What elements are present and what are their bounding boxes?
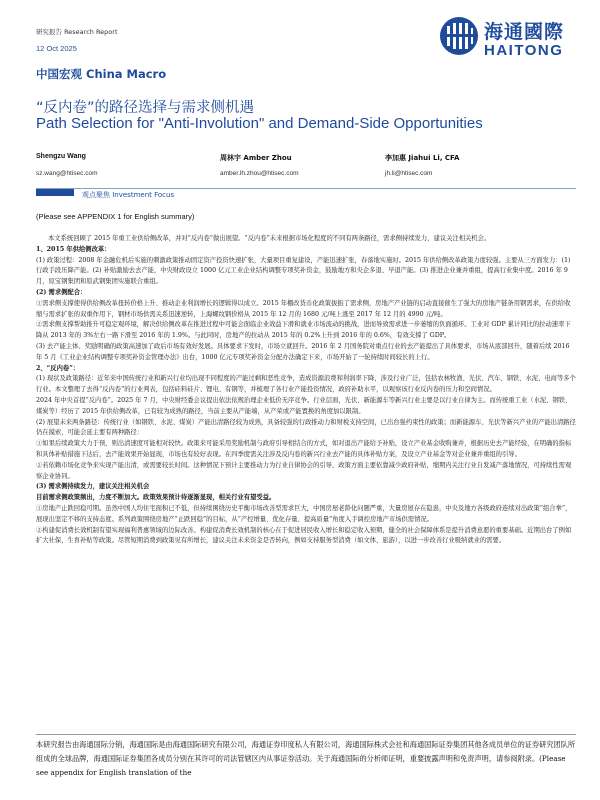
body-heading: 1、2015 年供给侧改革： [36, 245, 111, 253]
body-paragraph: ①如果后续政策大力于预，则出清速度可能相对较快。政策来可能采用奖励机制与政府引导相结合的方式，如对退出产能给予补贴，设立产业基金收购兼并，根据历史去产能经验，在明确的指标和具体补贴措施下达后，去产能效果开始显现，市场也有较好表现。在四季度需关注涉及反内卷的新兴行业去产能的具体补贴方案，及设立产业基金等对企业兼并重组的引导。 [36, 440, 572, 458]
disclaimer-divider [36, 734, 576, 735]
report-date: 12 Oct 2025 [36, 44, 77, 53]
appendix-note: (Please see APPENDIX 1 for English summary) [36, 212, 195, 221]
disclaimer-text: 本研究报告由海通国际分销，海通国际是由海通国际研究有限公司，海通证券印度私人有限公司，海通国际株式会社和海通国际证券集团其他各成员单位的证券研究团队所组成的全球品牌，海通国际证券集团各成员分别在其许可的司法管辖区内从事证券活动。关于海通国际的分析师证明，重要披露声明和免责声明，请参阅附录。(Please see appendix for English translation of the [36, 740, 576, 777]
body-paragraph: 2024 年中央首提“反内卷”。2025 年 7 月，中央财经委会议提出依法依规治理企业低价无序竞争。行业层面，光伏、新能源车等新兴行业主要是以行业自律为主。而传统重工业（水泥、钢铁、煤炭等）经历了 2015 年供给侧改革，已有较为成熟的路径，当前主要从产能端，从产荣或产能置换的角度加以限制。 [36, 396, 572, 415]
author-name: Shengzu Wang [36, 153, 86, 160]
focus-marker [36, 189, 74, 196]
body-paragraph: 本文系统回顾了 2015 年重工业供给侧改革，并对“反内卷”做出展望。“反内卷”未来根据市场化程度的不同有两条路径，需求侧持续发力，建议关注相关机会。 [48, 235, 491, 242]
author-email[interactable]: jh.li@htisec.com [385, 170, 433, 177]
investment-focus-label: 观点聚焦 Investment Focus [82, 191, 175, 199]
logo-text-zh: 海通國際 [484, 21, 565, 43]
body-paragraph: (2) 展望未来两条路径：传统行业（如钢铁、水泥、煤炭）产能出清路径较为成熟，具备较强的行政推动力和财税支持空间，已出台强约束性的政策；而新能源车、光伏等新兴产业的产能出清路径仍在摸索，可能会延主要有两种路径： [36, 418, 576, 437]
report-body [36, 234, 576, 722]
report-title-zh: “反内卷”的路径选择与需求侧机遇 [36, 100, 255, 116]
body-paragraph: 目前需求侧政策频出，力度不断加大。政策效果预计待逐渐显现，相关行业有望受益。 [36, 494, 276, 502]
body-heading: (2) 需求侧配合： [36, 288, 87, 296]
body-paragraph: ①需求侧支撑使得供给侧改革扭转价格上升、推动企业利润增长的逻辑得以成立。2015 年棚改货币化政策拔振了需求侧，房地产产业链的启动直接催生了强大的房地产链条用钢需求，在供给收缩与需求扩张的双重作用下，钢材市场供需关系迅速逆转，上海螺纹钢价格从 2015 年 12 月的 1680 元/吨上涨至 2017 年 12 月的 4990 元/吨。 [36, 299, 571, 318]
body-paragraph: ②需求侧支撑帮助推升可稳定观环境，解决供给侧改革在推进过程中可能会面临企业效益下滑和就业市场流动的挑战，进而导致需求进一步萎缩的负面循环。工业对 GDP 累计同比的拉动速率下降从 2013 年的 3%左右一路下滑至 2016 年的 1.9%。与此同时，房地产的拉动从 2015 年的 0.2%上升到 2016 年的 0.6%，有效支撑了 GDP。 [36, 321, 571, 340]
report-type: 研究报告 Research Report [36, 28, 118, 36]
body-heading: (3) 需求侧持续发力，建议关注相关机会 [36, 483, 150, 491]
report-title-en: Path Selection for "Anti-Involution" and Demand-Side Opportunities [36, 115, 483, 132]
haitong-logo-icon [438, 14, 480, 58]
body-paragraph: ②构建促消费长效机制有望实现福利普惠领域的边际改善。构建促消费长效机制的核心在于促进居民收入增长和稳定收入预期，健全的社会保障体系是提升消费意愿的重要基础。近期出台了例如扩大社保，生育补贴等政策。尽管短期消费到政策见有所增长，建议关注未来资金是否转向，例如支持服务型消费（如文体、旅游），以进一步改善行业吸纳就业的需要。 [36, 526, 572, 545]
logo-text-en: HAITONG [484, 42, 564, 59]
body-paragraph: ①房地产止跌回稳可期。虽然中国人均住宅面积已不低，但持续围绕历史平衡市场改善型需求巨大，中国房屋老龄化问题严重，大量房屋存在隐患，中央及地方各级政府连续对出政策“组合拳”，展现出坚定不移的支持态度。系列政策围绕房地产“止跌回稳”的目标，从“产控增量、优化存量、提高质量”角度入手调控房地产市场供需情况。 [36, 504, 572, 523]
body-heading: 2、“反内卷”： [36, 364, 80, 372]
author-email[interactable]: amber.lh.zhou@htisec.com [220, 170, 299, 177]
body-paragraph: (1) 政策过程：2008 年金融危机后实施的刺激政策推动固定资产投资快速扩张，大量项目重复建设，产能迅速扩张，春落地实施时。2015 年供给侧改革政策力度较强。主要从三方面发力：(1) 行政手段压降产能。(2) 补贴激励去去产能，中央财政设立 1000 亿元工业企业结构调整专项奖补资金，鼓励地方和央企多退、早退产能。(3) 推进企业兼并重组，提高行业集中度。2016 年 9 月，原宝钢集团和原武钢集团实施联合重组。 [36, 256, 571, 286]
section-tag: 中国宏观 China Macro [36, 67, 167, 81]
body-paragraph: (3) 去产能主体、奖励明确的政策高速加了政后市场有效好发展。具体要求下发时，市场立就回升。2016 年 2 月国务院对重点行业的去产能提出了具体要求，市场从底部回升，随着后续 2016 年 5 月《工业企业结构调整专项奖补资金管理办法》出台，1000 亿元专项奖补资金分配办法确定下来，市场开始了一轮持续时间较长的上行。 [36, 342, 570, 361]
author-name: 李加惠 Jiahui Li, CFA [385, 154, 460, 162]
body-paragraph: ②若依赖市场化竞争来实现产能出清，或需要较长时间。这种情况下预计主要推动力为行业自律协会的引导，政策方面主要依靠减少政府补贴，缩期内关注行业自发减产落地情况，可持续性需观察企业协同。 [36, 461, 572, 480]
author-email[interactable]: sz.wang@htisec.com [36, 170, 98, 177]
author-name: 周林宇 Amber Zhou [220, 154, 292, 162]
body-paragraph: (1) 现状及政策路径：近年来中国传统行业和新兴行业均出现不同程度的产能过剩和恶性竞争，造成资源浪费和利润率下降，涉及行业广泛，包括农林牧渔、光伏、汽车、钢铁、水泥、电商等多个行业。本文整理了去得“反内卷”的行业判表，包括硅料硅片、锂电、有钢等，并梳理了各行业产能投资情况，政府补助水平，以观察该行业反内卷的压力和空间情况。 [36, 375, 576, 394]
